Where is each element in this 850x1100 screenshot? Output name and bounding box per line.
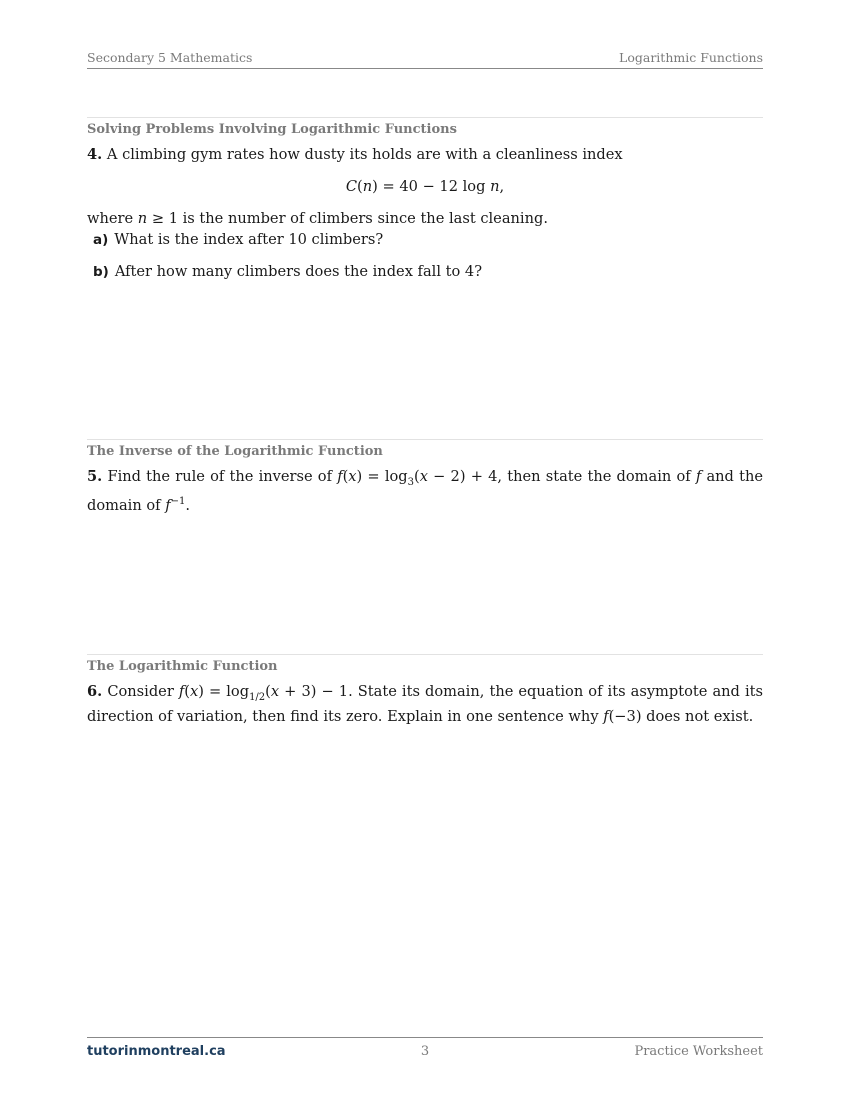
part-label: a): [93, 232, 109, 248]
section-solving-problems: [87, 117, 763, 282]
problem-intro: A climbing gym rates how dusty its holds are with a cleanliness index: [106, 146, 623, 163]
problem-number: 5.: [87, 468, 103, 485]
section-log-function: [87, 654, 763, 726]
section-title: The Inverse of the Logarithmic Function: [87, 444, 383, 459]
part-a: [93, 230, 763, 250]
problem-text: Find the rule of the inverse of $f(x) = \log_3(x - 2) + 4$, then state the domain of f and the domain of $f^{-1}$.: [87, 468, 763, 514]
footer-site-link[interactable]: tutorinmontreal.ca: [87, 1044, 226, 1059]
section-inverse: [87, 439, 763, 515]
page-number: 3: [420, 1044, 430, 1059]
problem-parts: [87, 230, 763, 282]
cleanliness-formula: [87, 178, 763, 195]
problem-number: 6.: [87, 683, 103, 700]
followup-text: where n ≥ 1 is the number of climbers since the last cleaning.: [87, 210, 548, 227]
problem-number: 4.: [87, 146, 103, 163]
formula-text: C(n) = 40 − 12 log n,: [345, 178, 505, 195]
section-title: The Logarithmic Function: [87, 659, 278, 674]
section-title: Solving Problems Involving Logarithmic Functions: [87, 122, 457, 137]
part-label: b): [93, 264, 109, 280]
page-footer: [87, 1037, 763, 1059]
problem-text: Consider $f(x) = \log_{1/2}(x + 3) - 1$. State its domain, the equation of its asymptote and its direction of variation, then find its zero. Explain in one sentence why f(−3) does not exist.: [87, 683, 763, 725]
part-b: [93, 262, 763, 282]
header-topic: Logarithmic Functions: [619, 50, 763, 65]
problem-6: [87, 682, 763, 726]
header-course: Secondary 5 Mathematics: [87, 50, 253, 65]
part-text: After how many climbers does the index fall to 4?: [114, 263, 483, 280]
problem-followup: [87, 209, 763, 228]
problem-4: [87, 145, 763, 164]
problem-5: [87, 467, 763, 515]
footer-label: Practice Worksheet: [634, 1044, 763, 1059]
part-text: What is the index after 10 climbers?: [114, 231, 384, 248]
page-header: [87, 50, 763, 69]
